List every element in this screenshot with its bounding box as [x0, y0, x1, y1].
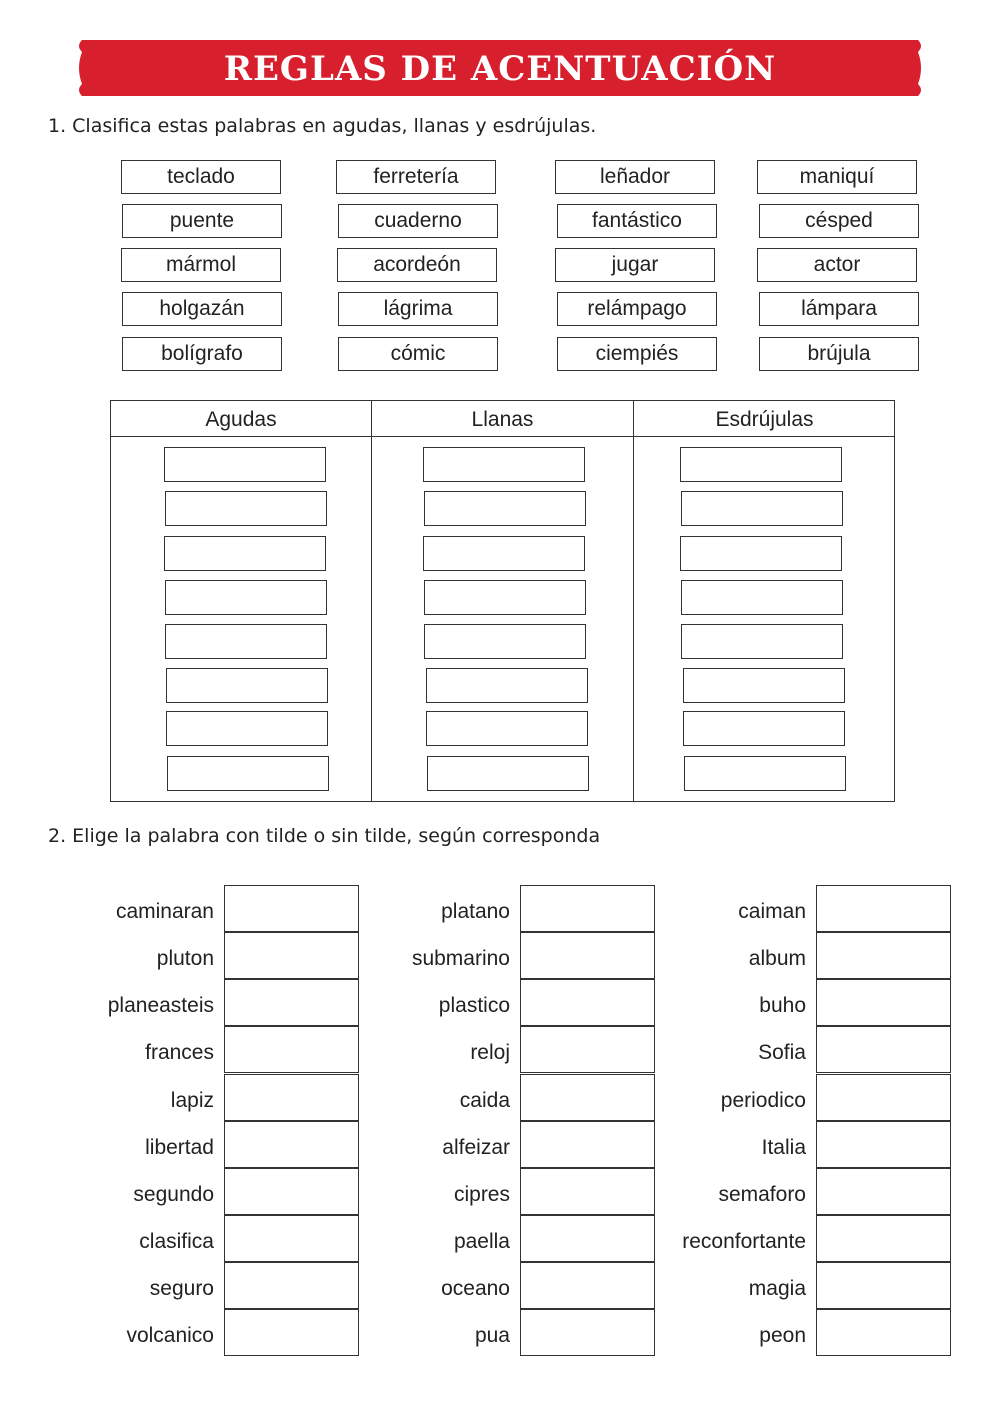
word-chip[interactable]: holgazán — [122, 292, 282, 326]
agudas-answer-slot[interactable] — [166, 668, 328, 703]
esdrujulas-answer-slot[interactable] — [680, 447, 842, 482]
llanas-answer-slot[interactable] — [424, 580, 586, 615]
word-label: plastico — [438, 994, 510, 1017]
classification-table — [110, 400, 895, 802]
word-chip[interactable]: lámpara — [759, 292, 919, 326]
word-label: seguro — [149, 1277, 214, 1300]
answer-box[interactable] — [816, 1215, 951, 1262]
answer-box[interactable] — [816, 932, 951, 979]
llanas-answer-slot[interactable] — [427, 756, 589, 791]
word-label: platano — [441, 900, 510, 923]
llanas-answer-slot[interactable] — [423, 536, 585, 571]
title-banner — [76, 40, 924, 96]
word-chip[interactable]: actor — [757, 248, 917, 282]
page-title: REGLAS DE ACENTUACIÓN — [223, 49, 777, 89]
llanas-answer-slot[interactable] — [424, 491, 586, 526]
word-chip[interactable]: leñador — [555, 160, 715, 194]
llanas-answer-slot[interactable] — [424, 624, 586, 659]
word-chip[interactable]: lágrima — [338, 292, 498, 326]
llanas-answer-slot[interactable] — [426, 711, 588, 746]
answer-box[interactable] — [816, 885, 951, 932]
word-label: submarino — [411, 947, 510, 970]
word-label: clasifica — [139, 1230, 214, 1253]
word-label: frances — [145, 1041, 214, 1064]
agudas-answer-slot[interactable] — [165, 491, 327, 526]
esdrujulas-answer-slot[interactable] — [681, 624, 843, 659]
word-chip[interactable]: mármol — [121, 248, 281, 282]
agudas-answer-slot[interactable] — [164, 447, 326, 482]
agudas-answer-slot[interactable] — [164, 536, 326, 571]
word-label: oceano — [441, 1277, 510, 1300]
esdrujulas-answer-slot[interactable] — [680, 536, 842, 571]
word-label: reconfortante — [682, 1230, 806, 1253]
word-label: alfeizar — [442, 1136, 510, 1159]
answer-box[interactable] — [816, 1168, 951, 1215]
word-label: Italia — [761, 1136, 806, 1159]
word-chip[interactable]: ferretería — [336, 160, 496, 194]
agudas-answer-slot[interactable] — [165, 624, 327, 659]
esdrujulas-answer-slot[interactable] — [684, 756, 846, 791]
agudas-answer-slot[interactable] — [167, 756, 329, 791]
header-esdrujulas: Esdrújulas — [715, 408, 814, 431]
word-label: periodico — [720, 1089, 806, 1112]
answer-box[interactable] — [816, 1074, 951, 1121]
esdrujulas-answer-slot[interactable] — [683, 711, 845, 746]
word-label: segundo — [133, 1183, 214, 1206]
word-label: cipres — [453, 1183, 510, 1206]
agudas-answer-slot[interactable] — [165, 580, 327, 615]
header-llanas: Llanas — [471, 408, 534, 431]
word-label: caminaran — [115, 900, 214, 923]
word-label: pluton — [156, 947, 214, 970]
word-label: magia — [748, 1277, 806, 1300]
word-chip[interactable]: cuaderno — [338, 204, 498, 238]
word-chip[interactable]: teclado — [121, 160, 281, 194]
word-label: caiman — [738, 900, 806, 923]
word-chip[interactable]: puente — [122, 204, 282, 238]
exercise1-instruction: 1. Clasifica estas palabras en agudas, llanas y esdrújulas. — [48, 115, 597, 137]
answer-box[interactable] — [816, 1026, 951, 1073]
column-divider — [633, 401, 634, 801]
esdrujulas-answer-slot[interactable] — [681, 580, 843, 615]
word-label: Sofia — [758, 1041, 806, 1064]
word-label: buho — [759, 994, 806, 1017]
column-divider — [371, 401, 372, 801]
word-label: libertad — [145, 1136, 214, 1159]
word-label: paella — [453, 1230, 510, 1253]
word-chip[interactable]: ciempiés — [557, 337, 717, 371]
llanas-answer-slot[interactable] — [423, 447, 585, 482]
word-label: planeasteis — [107, 994, 214, 1017]
header-divider — [111, 436, 894, 437]
word-chip[interactable]: acordeón — [337, 248, 497, 282]
word-chip[interactable]: jugar — [555, 248, 715, 282]
word-label: peon — [759, 1324, 806, 1347]
word-chip[interactable]: relámpago — [557, 292, 717, 326]
word-chip[interactable]: césped — [759, 204, 919, 238]
word-label: semaforo — [718, 1183, 806, 1206]
word-chip[interactable]: cómic — [338, 337, 498, 371]
word-label: album — [748, 947, 806, 970]
answer-box[interactable] — [816, 979, 951, 1026]
header-agudas: Agudas — [205, 408, 277, 431]
word-label: lapiz — [170, 1089, 214, 1112]
word-label: volcanico — [126, 1324, 214, 1347]
word-label: reloj — [470, 1041, 510, 1064]
esdrujulas-answer-slot[interactable] — [681, 491, 843, 526]
word-label: caida — [459, 1089, 510, 1112]
esdrujulas-answer-slot[interactable] — [683, 668, 845, 703]
answer-box[interactable] — [816, 1309, 951, 1356]
word-label: pua — [474, 1324, 510, 1347]
word-chip[interactable]: bolígrafo — [122, 337, 282, 371]
answer-box[interactable] — [816, 1262, 951, 1309]
exercise2-instruction: 2. Elige la palabra con tilde o sin tilde, según corresponda — [48, 825, 601, 847]
word-chip[interactable]: brújula — [759, 337, 919, 371]
answer-box[interactable] — [816, 1121, 951, 1168]
agudas-answer-slot[interactable] — [166, 711, 328, 746]
word-chip[interactable]: maniquí — [757, 160, 917, 194]
llanas-answer-slot[interactable] — [426, 668, 588, 703]
word-chip[interactable]: fantástico — [557, 204, 717, 238]
